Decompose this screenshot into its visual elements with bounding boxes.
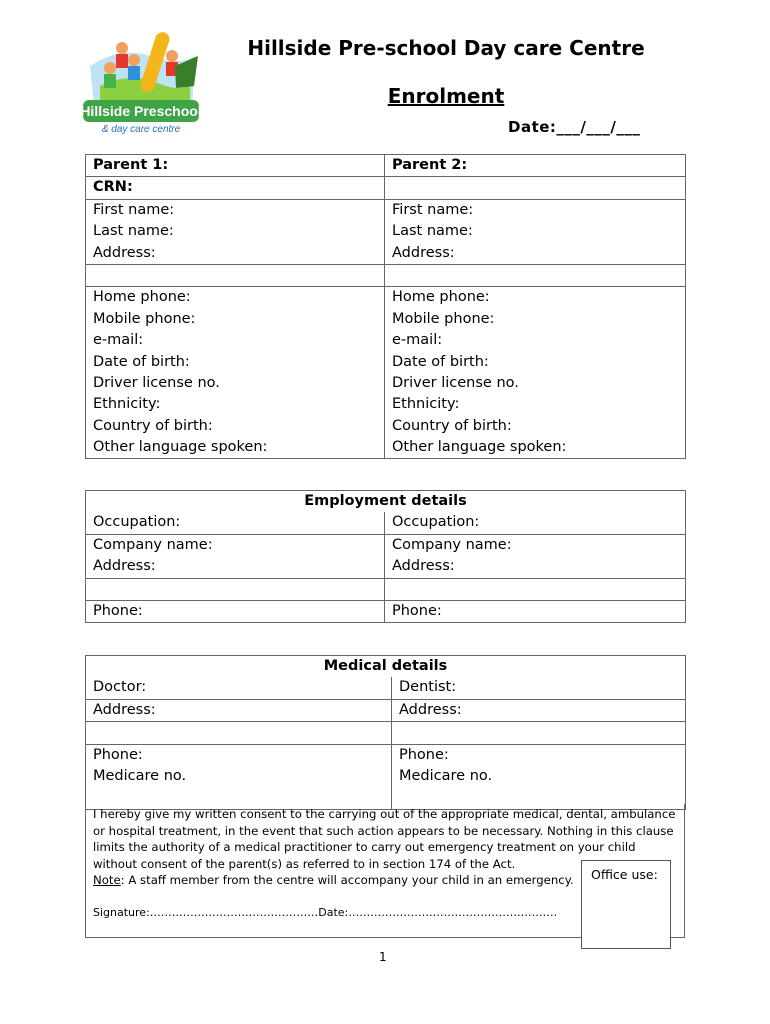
- parent1-address[interactable]: Address:: [86, 243, 385, 265]
- date-field[interactable]: Date:___/___/___: [508, 118, 641, 136]
- consent-text: I hereby give my written consent to the carrying out of the appropriate medical, dental, ambulance or hospital treatment, in the event that such action appears to be necessary. Nothing in this clause limits the authority of a medical practitioner to carry out emergency treatment on your child without consent of the parent(s) as referred to in section 174 of the Act.: [93, 807, 676, 871]
- parent2-country-of-birth[interactable]: Country of birth:: [385, 416, 686, 437]
- crn-field-parent2[interactable]: [385, 177, 686, 199]
- dentist-address-line2[interactable]: [392, 722, 686, 744]
- parent2-mobile-phone[interactable]: Mobile phone:: [385, 309, 686, 330]
- svg-text:Hillside Preschool: Hillside Preschool: [80, 103, 202, 119]
- parent1-mobile-phone[interactable]: Mobile phone:: [86, 309, 385, 330]
- doctor-field[interactable]: Doctor:: [86, 677, 392, 699]
- note-text: : A staff member from the centre will accompany your child in an emergency.: [120, 873, 574, 887]
- parent2-first-name[interactable]: First name:: [385, 199, 686, 221]
- note-line: [93, 872, 574, 889]
- dentist-field[interactable]: Dentist:: [392, 677, 686, 699]
- form-subtitle: Enrolment: [387, 84, 505, 108]
- office-use-label: Office use:: [591, 867, 658, 882]
- parent2-address[interactable]: Address:: [385, 243, 686, 265]
- parent2-driver-license[interactable]: Driver license no.: [385, 373, 686, 394]
- parent1-country-of-birth[interactable]: Country of birth:: [86, 416, 385, 437]
- svg-text:& day care centre: & day care centre: [101, 124, 181, 135]
- dentist-address[interactable]: Address:: [392, 699, 686, 721]
- parent2-work-address-line2[interactable]: [385, 578, 686, 600]
- parent1-ethnicity[interactable]: Ethnicity:: [86, 394, 385, 415]
- parent2-home-phone[interactable]: Home phone:: [385, 287, 686, 309]
- note-label: Note: [93, 873, 121, 887]
- signature-line[interactable]: Signature:……………….………………………Date:…………………………………………………: [93, 906, 558, 919]
- parent2-other-language[interactable]: Other language spoken:: [385, 437, 686, 459]
- parent1-home-phone[interactable]: Home phone:: [86, 287, 385, 309]
- parent1-driver-license[interactable]: Driver license no.: [86, 373, 385, 394]
- parent1-company-name[interactable]: Company name:: [86, 534, 385, 556]
- parent1-date-of-birth[interactable]: Date of birth:: [86, 352, 385, 373]
- centre-logo: [80, 26, 202, 138]
- medicare-number-2[interactable]: Medicare no.: [392, 766, 686, 787]
- office-use-box: [581, 860, 671, 949]
- medicare-number[interactable]: Medicare no.: [86, 766, 392, 787]
- parent2-work-address[interactable]: Address:: [385, 556, 686, 578]
- medical-details-table: [85, 655, 686, 810]
- parent2-occupation[interactable]: Occupation:: [385, 512, 686, 534]
- parent2-email[interactable]: e-mail:: [385, 330, 686, 351]
- parent2-header: Parent 2:: [385, 155, 686, 177]
- parent-details-table: [85, 154, 686, 459]
- parent1-work-address-line2[interactable]: [86, 578, 385, 600]
- parent2-date-of-birth[interactable]: Date of birth:: [385, 352, 686, 373]
- parent1-occupation[interactable]: Occupation:: [86, 512, 385, 534]
- page-number: 1: [379, 950, 387, 964]
- dentist-phone[interactable]: Phone:: [392, 744, 686, 766]
- parent1-email[interactable]: e-mail:: [86, 330, 385, 351]
- parent2-address-line2[interactable]: [385, 264, 686, 286]
- parent2-work-phone[interactable]: Phone:: [385, 600, 686, 622]
- crn-field[interactable]: CRN:: [86, 177, 385, 199]
- doctor-address-line2[interactable]: [86, 722, 392, 744]
- parent2-ethnicity[interactable]: Ethnicity:: [385, 394, 686, 415]
- parent1-other-language[interactable]: Other language spoken:: [86, 437, 385, 459]
- doctor-address[interactable]: Address:: [86, 699, 392, 721]
- parent1-first-name[interactable]: First name:: [86, 199, 385, 221]
- parent1-header: Parent 1:: [86, 155, 385, 177]
- form-title: Hillside Pre-school Day care Centre: [247, 36, 645, 60]
- parent2-last-name[interactable]: Last name:: [385, 221, 686, 242]
- employment-heading: Employment details: [86, 491, 686, 513]
- parent1-work-phone[interactable]: Phone:: [86, 600, 385, 622]
- medical-heading: Medical details: [86, 656, 686, 678]
- doctor-phone[interactable]: Phone:: [86, 744, 392, 766]
- parent1-work-address[interactable]: Address:: [86, 556, 385, 578]
- parent1-address-line2[interactable]: [86, 264, 385, 286]
- employment-details-table: [85, 490, 686, 623]
- parent2-company-name[interactable]: Company name:: [385, 534, 686, 556]
- parent1-last-name[interactable]: Last name:: [86, 221, 385, 242]
